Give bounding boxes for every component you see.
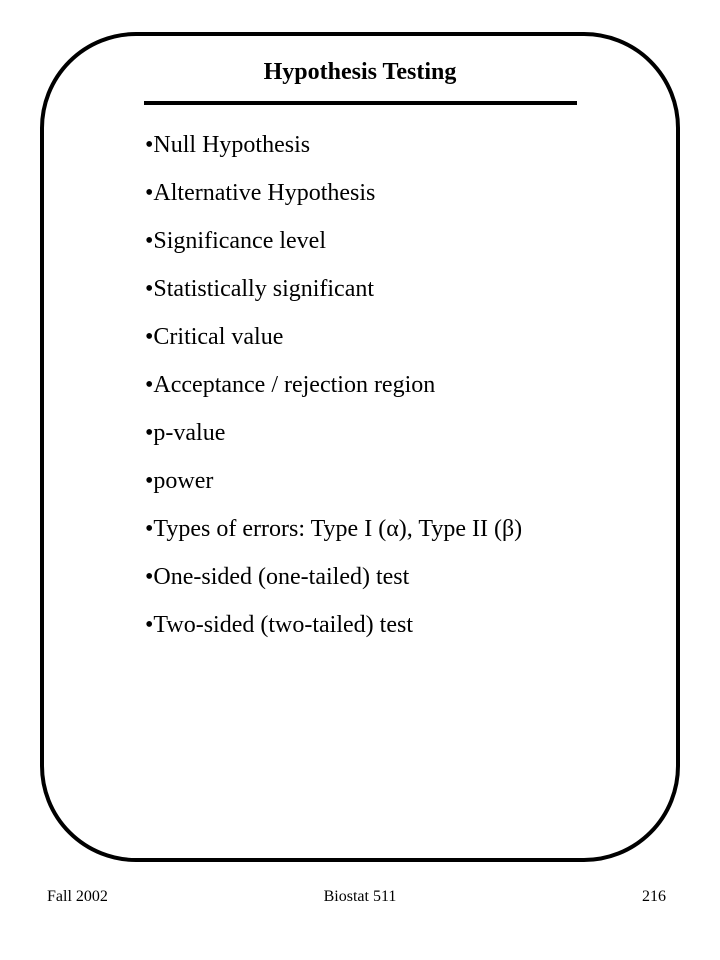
- slide-title: Hypothesis Testing: [263, 59, 457, 85]
- bullet-types-of-errors: •Types of errors: Type I (α), Type II (β): [145, 516, 523, 542]
- bullet-power: •power: [145, 468, 214, 494]
- bullet-significance-level: •Significance level: [145, 228, 326, 254]
- bullet-p-value: •p-value: [145, 420, 226, 446]
- bullet-alternative-hypothesis: •Alternative Hypothesis: [145, 180, 376, 206]
- title-underline: [144, 101, 577, 105]
- footer-course: Biostat 511: [323, 888, 397, 905]
- bullet-list: [145, 121, 522, 649]
- bullet-critical-value: •Critical value: [145, 324, 284, 350]
- footer-page-number: 216: [642, 888, 666, 905]
- bullet-one-sided-test: •One-sided (one-tailed) test: [145, 564, 410, 590]
- bullet-statistically-significant: •Statistically significant: [145, 276, 375, 302]
- bullet-null-hypothesis: •Null Hypothesis: [145, 132, 311, 158]
- bullet-acceptance-rejection-region: •Acceptance / rejection region: [145, 372, 436, 398]
- bullet-two-sided-test: •Two-sided (two-tailed) test: [145, 612, 413, 638]
- footer-term: Fall 2002: [47, 888, 108, 905]
